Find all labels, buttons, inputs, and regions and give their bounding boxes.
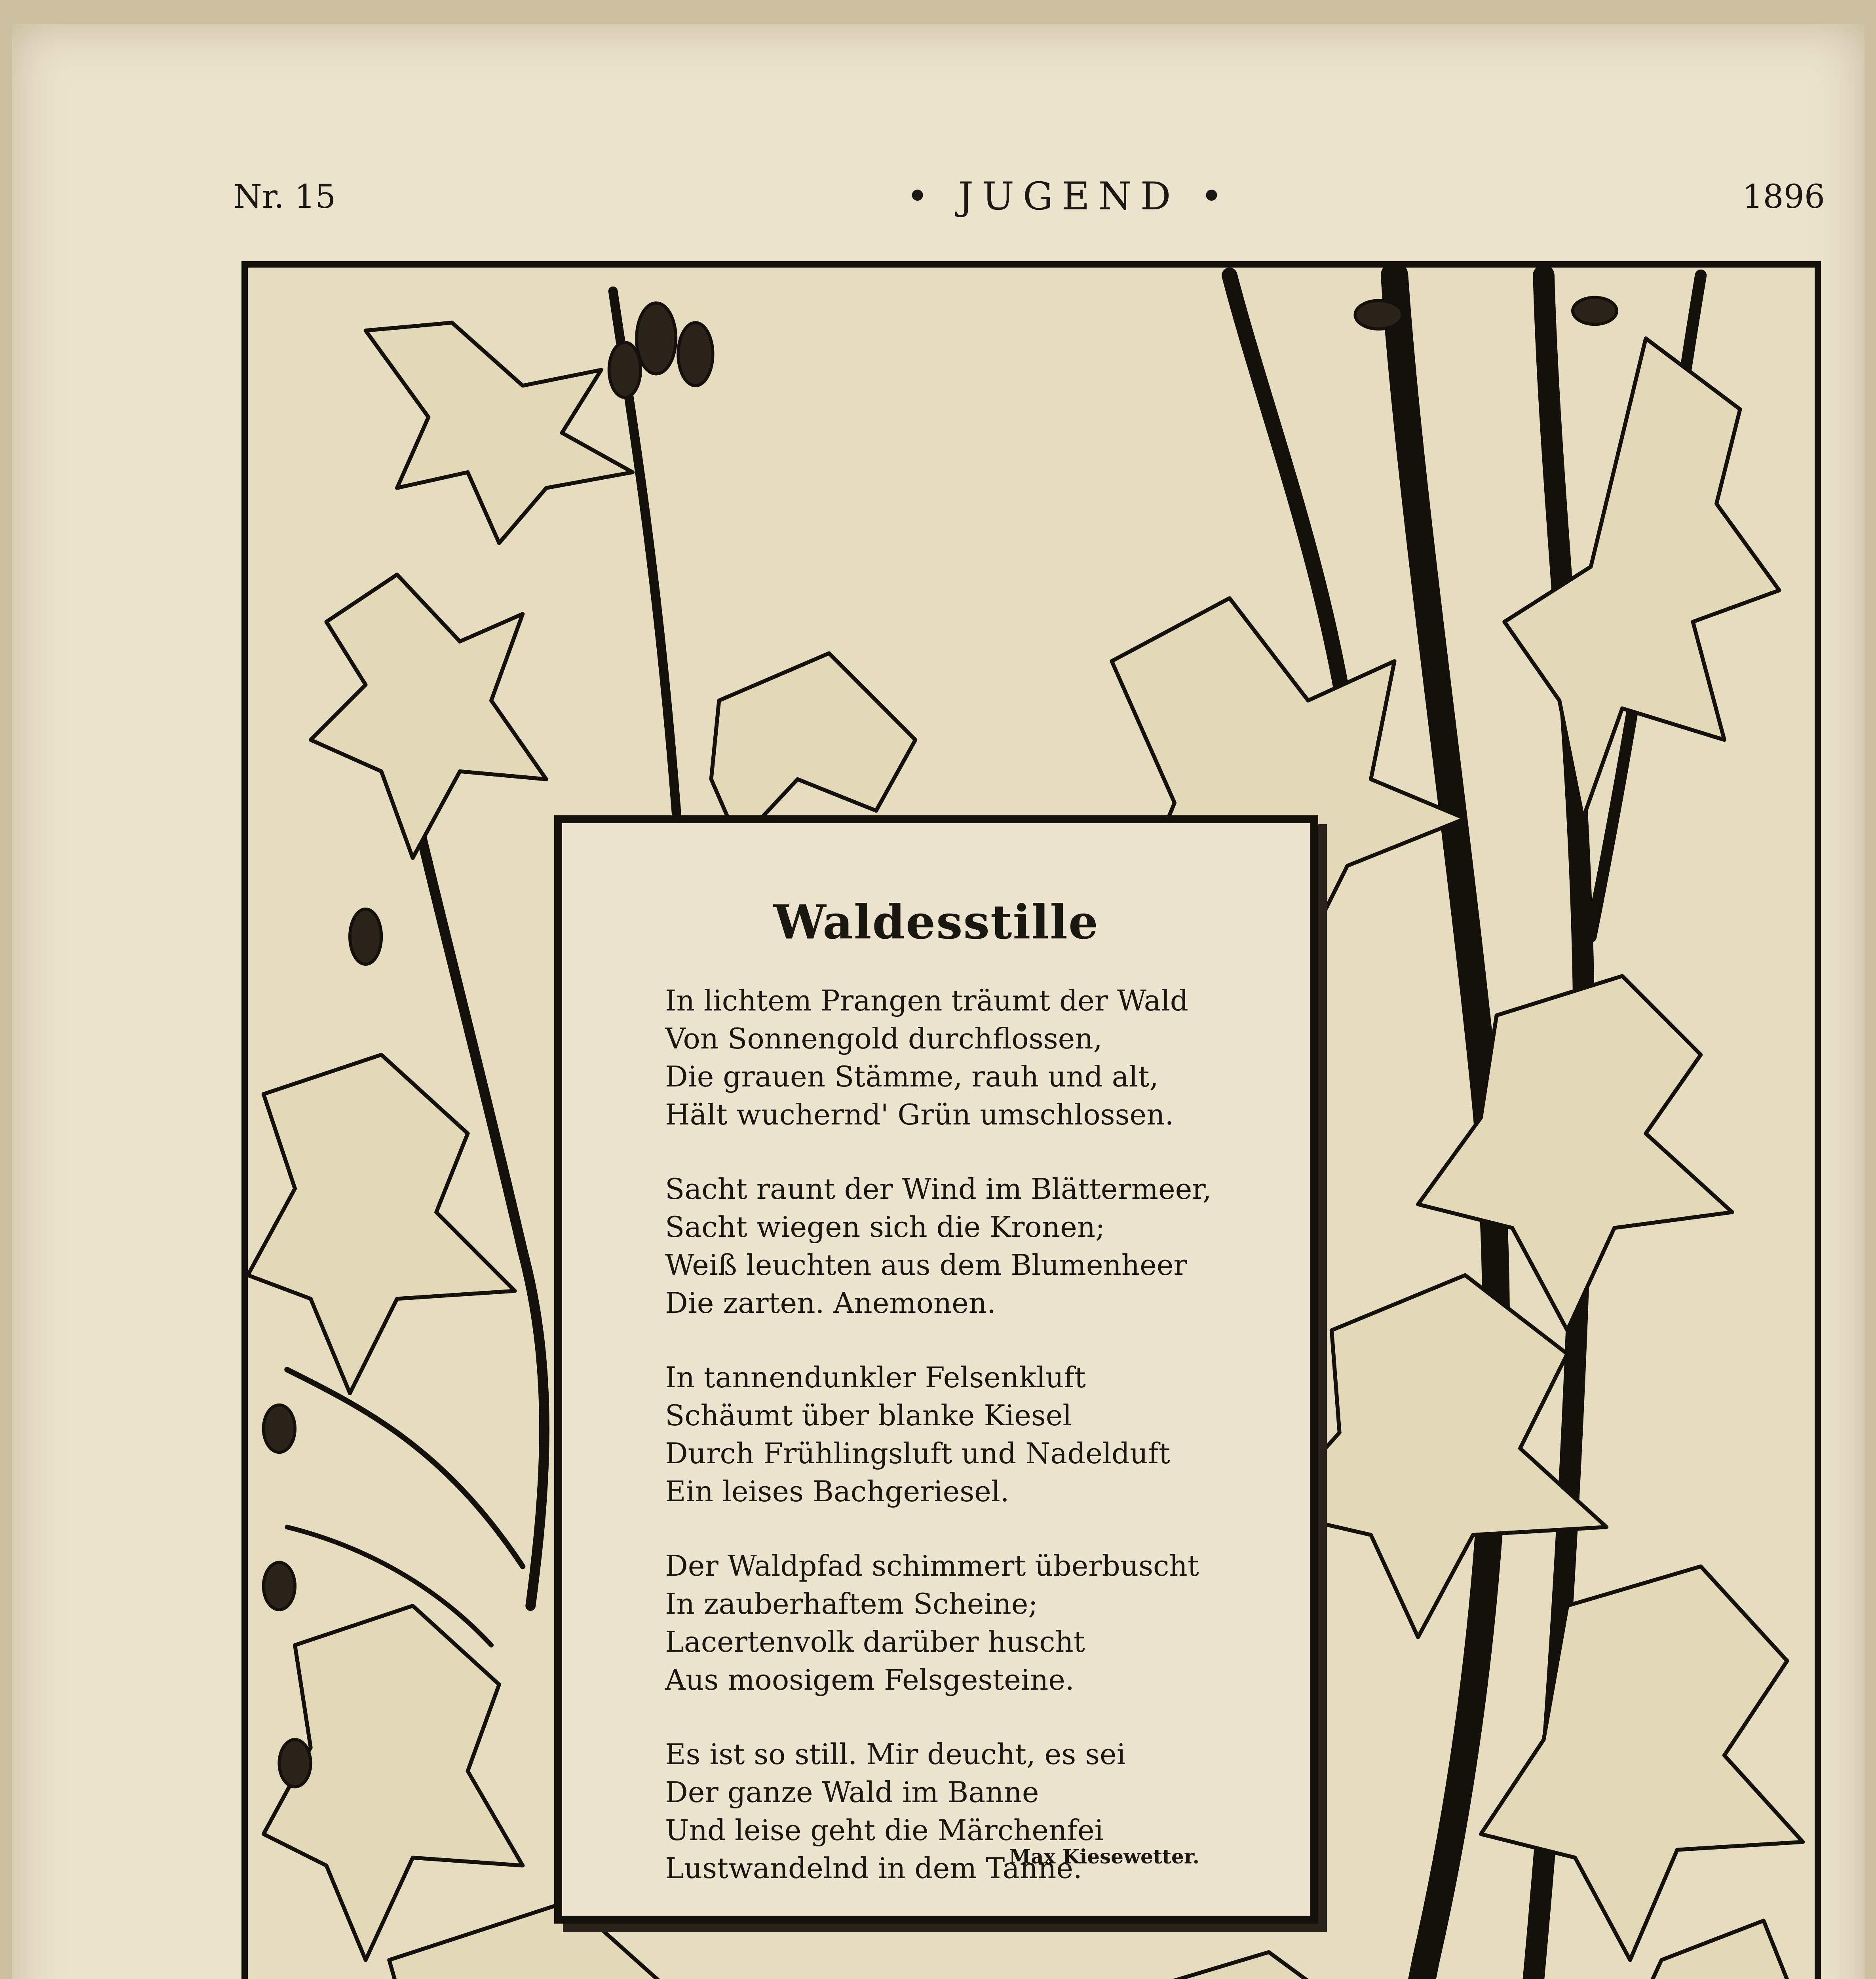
leaf-lower-right	[1481, 1567, 1803, 1960]
poem-line: Sacht raunt der Wind im Blättermeer,	[665, 1172, 1212, 1206]
leaf-upper-center	[711, 653, 916, 842]
bud-2	[678, 323, 713, 386]
poem-line: Durch Frühlingsluft und Nadelduft	[665, 1437, 1170, 1470]
poem-line: Und leise geht die Märchenfei	[665, 1814, 1104, 1847]
poem-line: Lacertenvolk darüber huscht	[665, 1625, 1085, 1658]
poem-line: In tannendunkler Felsenkluft	[665, 1361, 1086, 1394]
leaf-bottom-center-2	[1064, 1952, 1426, 1979]
poem-body	[665, 982, 1283, 1924]
issue-number: Nr. 15	[234, 178, 336, 216]
bud-5	[1573, 298, 1617, 325]
stanza	[665, 982, 1283, 1134]
magazine-page	[12, 24, 1865, 1979]
leaf-left-mid	[248, 1055, 515, 1393]
poem-line: Sacht wiegen sich die Kronen;	[665, 1210, 1105, 1244]
poem-line: Der Waldpfad schimmert überbuscht	[665, 1549, 1199, 1582]
bud-1	[637, 303, 676, 374]
bud-8	[264, 1563, 295, 1610]
poem-line: Weiß leuchten aus dem Blumenheer	[665, 1248, 1187, 1282]
publication-year: 1896	[1742, 178, 1825, 216]
poem-line: Es ist so still. Mir deucht, es sei	[665, 1738, 1126, 1771]
poem-author: Max Kiesewetter.	[1009, 1845, 1199, 1868]
poem-panel	[554, 815, 1318, 1924]
poem-line: Die grauen Stämme, rauh und alt,	[665, 1060, 1159, 1093]
bud-4	[1355, 301, 1402, 329]
poem-line: Der ganze Wald im Banne	[665, 1776, 1039, 1809]
bud-6	[350, 909, 381, 964]
stanza	[665, 1547, 1283, 1699]
bud-9	[279, 1740, 310, 1787]
poem-title: Waldesstille	[773, 895, 1099, 950]
poem-line: Ein leises Bachgeriesel.	[665, 1475, 1009, 1508]
bud-7	[264, 1405, 295, 1452]
stanza	[665, 1170, 1283, 1322]
poem-line: In lichtem Prangen träumt der Wald	[665, 984, 1188, 1017]
poem-line: Die zarten. Anemonen.	[665, 1286, 996, 1320]
poem-line: Lustwandelnd in dem Tanne.	[665, 1852, 1082, 1885]
journal-title: • JUGEND •	[906, 174, 1232, 218]
leaf-far-right	[1544, 1921, 1811, 1979]
stanza	[665, 1358, 1283, 1510]
page-header	[234, 174, 1825, 234]
poem-line: Aus moosigem Felsgesteine.	[665, 1663, 1074, 1696]
poem-line: Schäumt über blanke Kiesel	[665, 1399, 1072, 1432]
poem-line: Hält wuchernd' Grün umschlossen.	[665, 1098, 1174, 1131]
bud-3	[609, 342, 641, 397]
leaf-top-left	[366, 323, 633, 543]
leaf-left-upper	[311, 575, 546, 858]
poem-line: In zauberhaftem Scheine;	[665, 1587, 1038, 1620]
poem-line: Von Sonnengold durchflossen,	[665, 1022, 1102, 1055]
